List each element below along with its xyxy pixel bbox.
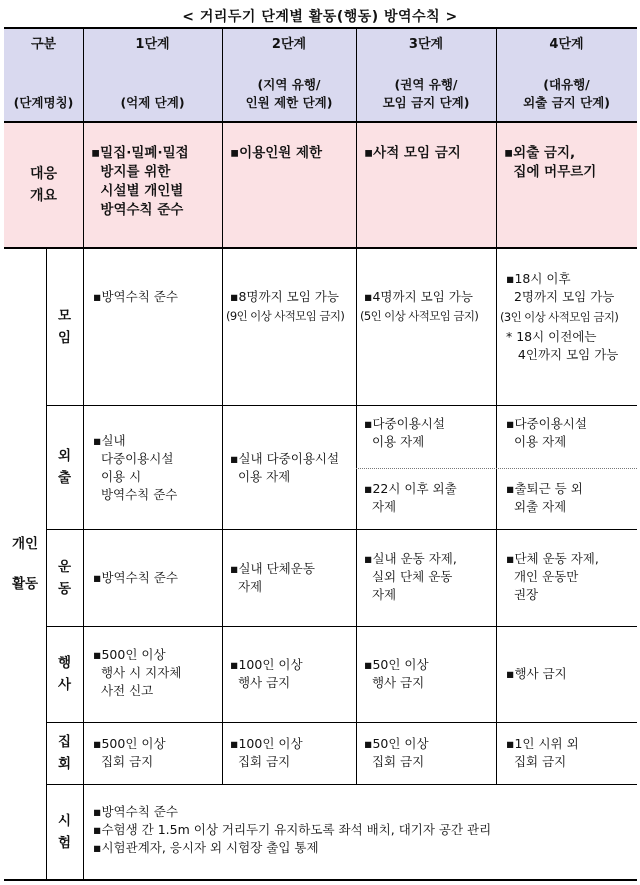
row-label-exam: 시 험 [57, 813, 72, 851]
overview-stage-4: ▪외출 금지, 집에 머무르기 [496, 122, 637, 248]
gathering-stage-3: ▪4명까지 모임 가능 [364, 289, 473, 304]
event-stage-2: ▪100인 이상 행사 금지 [230, 657, 303, 690]
outing-stage-3-sub: ▪22시 이후 외출 자제 [364, 481, 457, 514]
stage-3-label: 3단계 [408, 37, 444, 52]
header-stage-3 [356, 28, 496, 122]
stage-1-label: 1단계 [135, 37, 170, 52]
table-top-border [4, 27, 637, 29]
header-category: 구분 [30, 37, 57, 52]
exam-line-3: ▪시험관계자, 응시자 외 시험장 출입 통제 [93, 840, 319, 855]
exercise-stage-1: ▪방역수칙 준수 [93, 570, 178, 585]
assembly-stage-3: ▪50인 이상 집회 금지 [364, 736, 429, 769]
row-divider-event [46, 722, 637, 723]
col-divider-label [83, 248, 84, 880]
col-divider-0 [83, 28, 84, 248]
overview-label: 대응 개요 [4, 122, 83, 248]
page-title: < 거리두기 단계별 활동(행동) 방역수칙 > [182, 9, 458, 25]
row-divider-assembly [46, 784, 637, 785]
overview-stage-2: ▪이용인원 제한 [222, 122, 356, 248]
gathering-stage-4-extra: * 18시 이전에는 4인까지 모임 가능 [506, 329, 619, 362]
event-stage-1: ▪500인 이상 행사 시 지자체 사전 신고 [93, 647, 182, 698]
header-bottom-border [4, 121, 637, 123]
header-category-cell [4, 28, 83, 122]
row-divider-gathering [46, 405, 637, 406]
outing-stage-1: ▪실내 다중이용시설 이용 시 방역수칙 준수 [93, 433, 178, 502]
assembly-stage-1: ▪500인 이상 집회 금지 [93, 736, 166, 769]
overview-stage-3: ▪사적 모임 금지 [356, 122, 496, 248]
row-divider-outing-dotted [356, 468, 637, 469]
stage-2-name: (지역 유행/ 인원 제한 단계) [245, 77, 333, 110]
event-stage-3: ▪50인 이상 행사 금지 [364, 657, 429, 690]
exercise-stage-2: ▪실내 단체운동 자제 [230, 561, 315, 594]
outing-stage-2: ▪실내 다중이용시설 이용 자제 [230, 451, 340, 484]
header-stage-name-label: (단계명칭) [13, 95, 74, 110]
header-stage-2 [222, 28, 356, 122]
stage-3-name: (권역 유행/ 모임 금지 단계) [382, 77, 470, 110]
gathering-stage-2: ▪8명까지 모임 가능 [230, 289, 339, 304]
event-stage-4: ▪행사 금지 [506, 666, 567, 681]
exercise-stage-3: ▪실내 운동 자제, 실외 단체 운동 자제 [364, 551, 457, 602]
outing-stage-4-sub: ▪출퇴근 등 외 외출 자제 [506, 481, 583, 514]
overview-bottom-border [4, 247, 637, 249]
personal-activity-label: 개인 활동 [11, 536, 39, 592]
col-divider-0b [46, 248, 47, 880]
gathering-stage-4-note: (3인 이상 사적모임 금지) [500, 310, 619, 324]
row-label-exercise: 운 동 [57, 558, 72, 597]
table-bottom-border [4, 879, 637, 881]
stage-4-label: 4단계 [549, 37, 584, 52]
exercise-stage-4: ▪단체 운동 자제, 개인 운동만 권장 [506, 551, 599, 602]
header-stage-1 [83, 28, 222, 122]
assembly-stage-4: ▪1인 시위 외 집회 금지 [506, 736, 579, 769]
stage-1-name: (억제 단계) [120, 95, 185, 110]
header-stage-4 [496, 28, 637, 122]
outing-stage-3: ▪다중이용시설 이용 자제 [364, 416, 445, 449]
exam-line-2: ▪수험생 간 1.5m 이상 거리두기 유지하도록 좌석 배치, 대기자 공간 관리 [93, 822, 492, 837]
col-divider-3 [496, 28, 497, 784]
row-label-event: 행 사 [57, 655, 72, 693]
row-divider-outing [46, 529, 637, 530]
row-label-gathering: 모 임 [57, 307, 72, 346]
assembly-stage-2: ▪100인 이상 집회 금지 [230, 736, 303, 769]
overview-stage-1: ▪밀집·밀폐·밀접 방지를 위한 시설별 개인별 방역수칙 준수 [83, 122, 222, 248]
outing-stage-4: ▪다중이용시설 이용 자제 [506, 416, 587, 449]
gathering-stage-1: ▪방역수칙 준수 [93, 289, 178, 304]
col-divider-1 [222, 28, 223, 784]
gathering-stage-2-note: (9인 이상 사적모임 금지) [226, 309, 345, 323]
exam-line-1: ▪방역수칙 준수 [93, 804, 178, 819]
row-divider-exercise [46, 626, 637, 627]
row-label-outing: 외 출 [57, 448, 72, 486]
row-label-assembly: 집 회 [57, 734, 72, 772]
stage-4-name: (대유행/ 외출 금지 단계) [523, 77, 610, 110]
gathering-stage-4: ▪18시 이후 2명까지 모임 가능 [506, 271, 615, 304]
stage-2-label: 2단계 [271, 37, 307, 52]
col-divider-2 [356, 28, 357, 784]
gathering-stage-3-note: (5인 이상 사적모임 금지) [360, 309, 479, 323]
